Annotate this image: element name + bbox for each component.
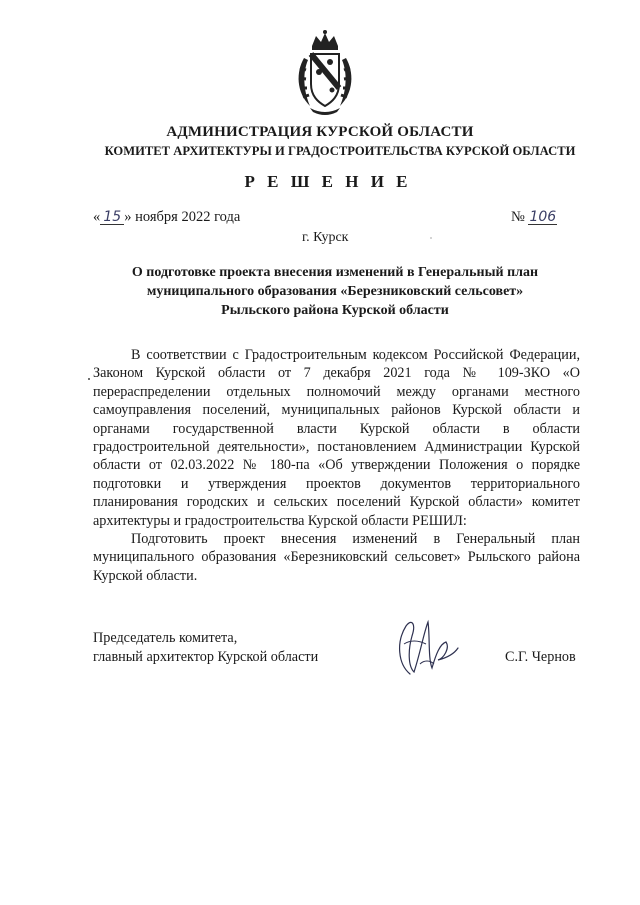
signer-position — [93, 629, 318, 667]
subject-line: О подготовке проекта внесения изменений в Генеральный план — [131, 265, 539, 280]
subject-line: муниципального образования «Березниковский сельсовет» — [146, 284, 524, 299]
date-open-quote: « — [93, 209, 101, 225]
organization-subtitle: КОМИТЕТ АРХИТЕКТУРЫ И ГРАДОСТРОИТЕЛЬСТВА КУРСКОЙ ОБЛАСТИ — [104, 144, 576, 158]
document-body — [93, 346, 580, 585]
document-date — [93, 209, 240, 226]
body-paragraph: Подготовить проект внесения изменений в Генеральный план муниципального образования «Березниковский сельсовет» Рыльского района Курской области. — [93, 531, 580, 584]
body-paragraph: В соответствии с Градостроительным кодексом Российской Федерации, Законом Курской области от 7 декабря 2021 года № 109-ЗКО «О перераспределении отдельных полномочий между органами местного самоуправления поселений, муниципальных районов Курской области и органами государственной власти Курской области в области градостроительной деятельности», постановлением Администрации Курской области от 02.03.2022 № 180-па «Об утверждении Положения о порядке подготовки и утверждения проектов документов территориального планирования городских и сельских поселений Курской области» комитет архитектуры и градостроительства Курской области РЕШИЛ: — [93, 347, 580, 529]
handwritten-signature-icon — [390, 614, 460, 680]
document-city: г. Курск — [302, 230, 349, 245]
signer-position-line: Председатель комитета, — [93, 630, 238, 646]
document-type-heading: Р Е Ш Е Н И Е — [244, 172, 412, 191]
signer-name: С.Г. Чернов — [505, 649, 576, 665]
number-prefix: № — [511, 209, 525, 225]
organization-title: АДМИНИСТРАЦИЯ КУРСКОЙ ОБЛАСТИ — [166, 124, 474, 140]
signer-position-line: главный архитектор Курской области — [93, 649, 319, 665]
scan-speck — [430, 237, 432, 239]
kursk-coat-of-arms-icon — [290, 28, 360, 116]
scan-speck — [88, 378, 90, 380]
date-day-handwritten: 15 — [100, 211, 124, 225]
date-month-year: » ноября 2022 года — [124, 209, 241, 225]
document-number — [511, 209, 557, 226]
document-subject — [100, 263, 570, 320]
number-value-handwritten: 106 — [529, 209, 557, 225]
subject-line: Рыльского района Курской области — [221, 303, 449, 318]
